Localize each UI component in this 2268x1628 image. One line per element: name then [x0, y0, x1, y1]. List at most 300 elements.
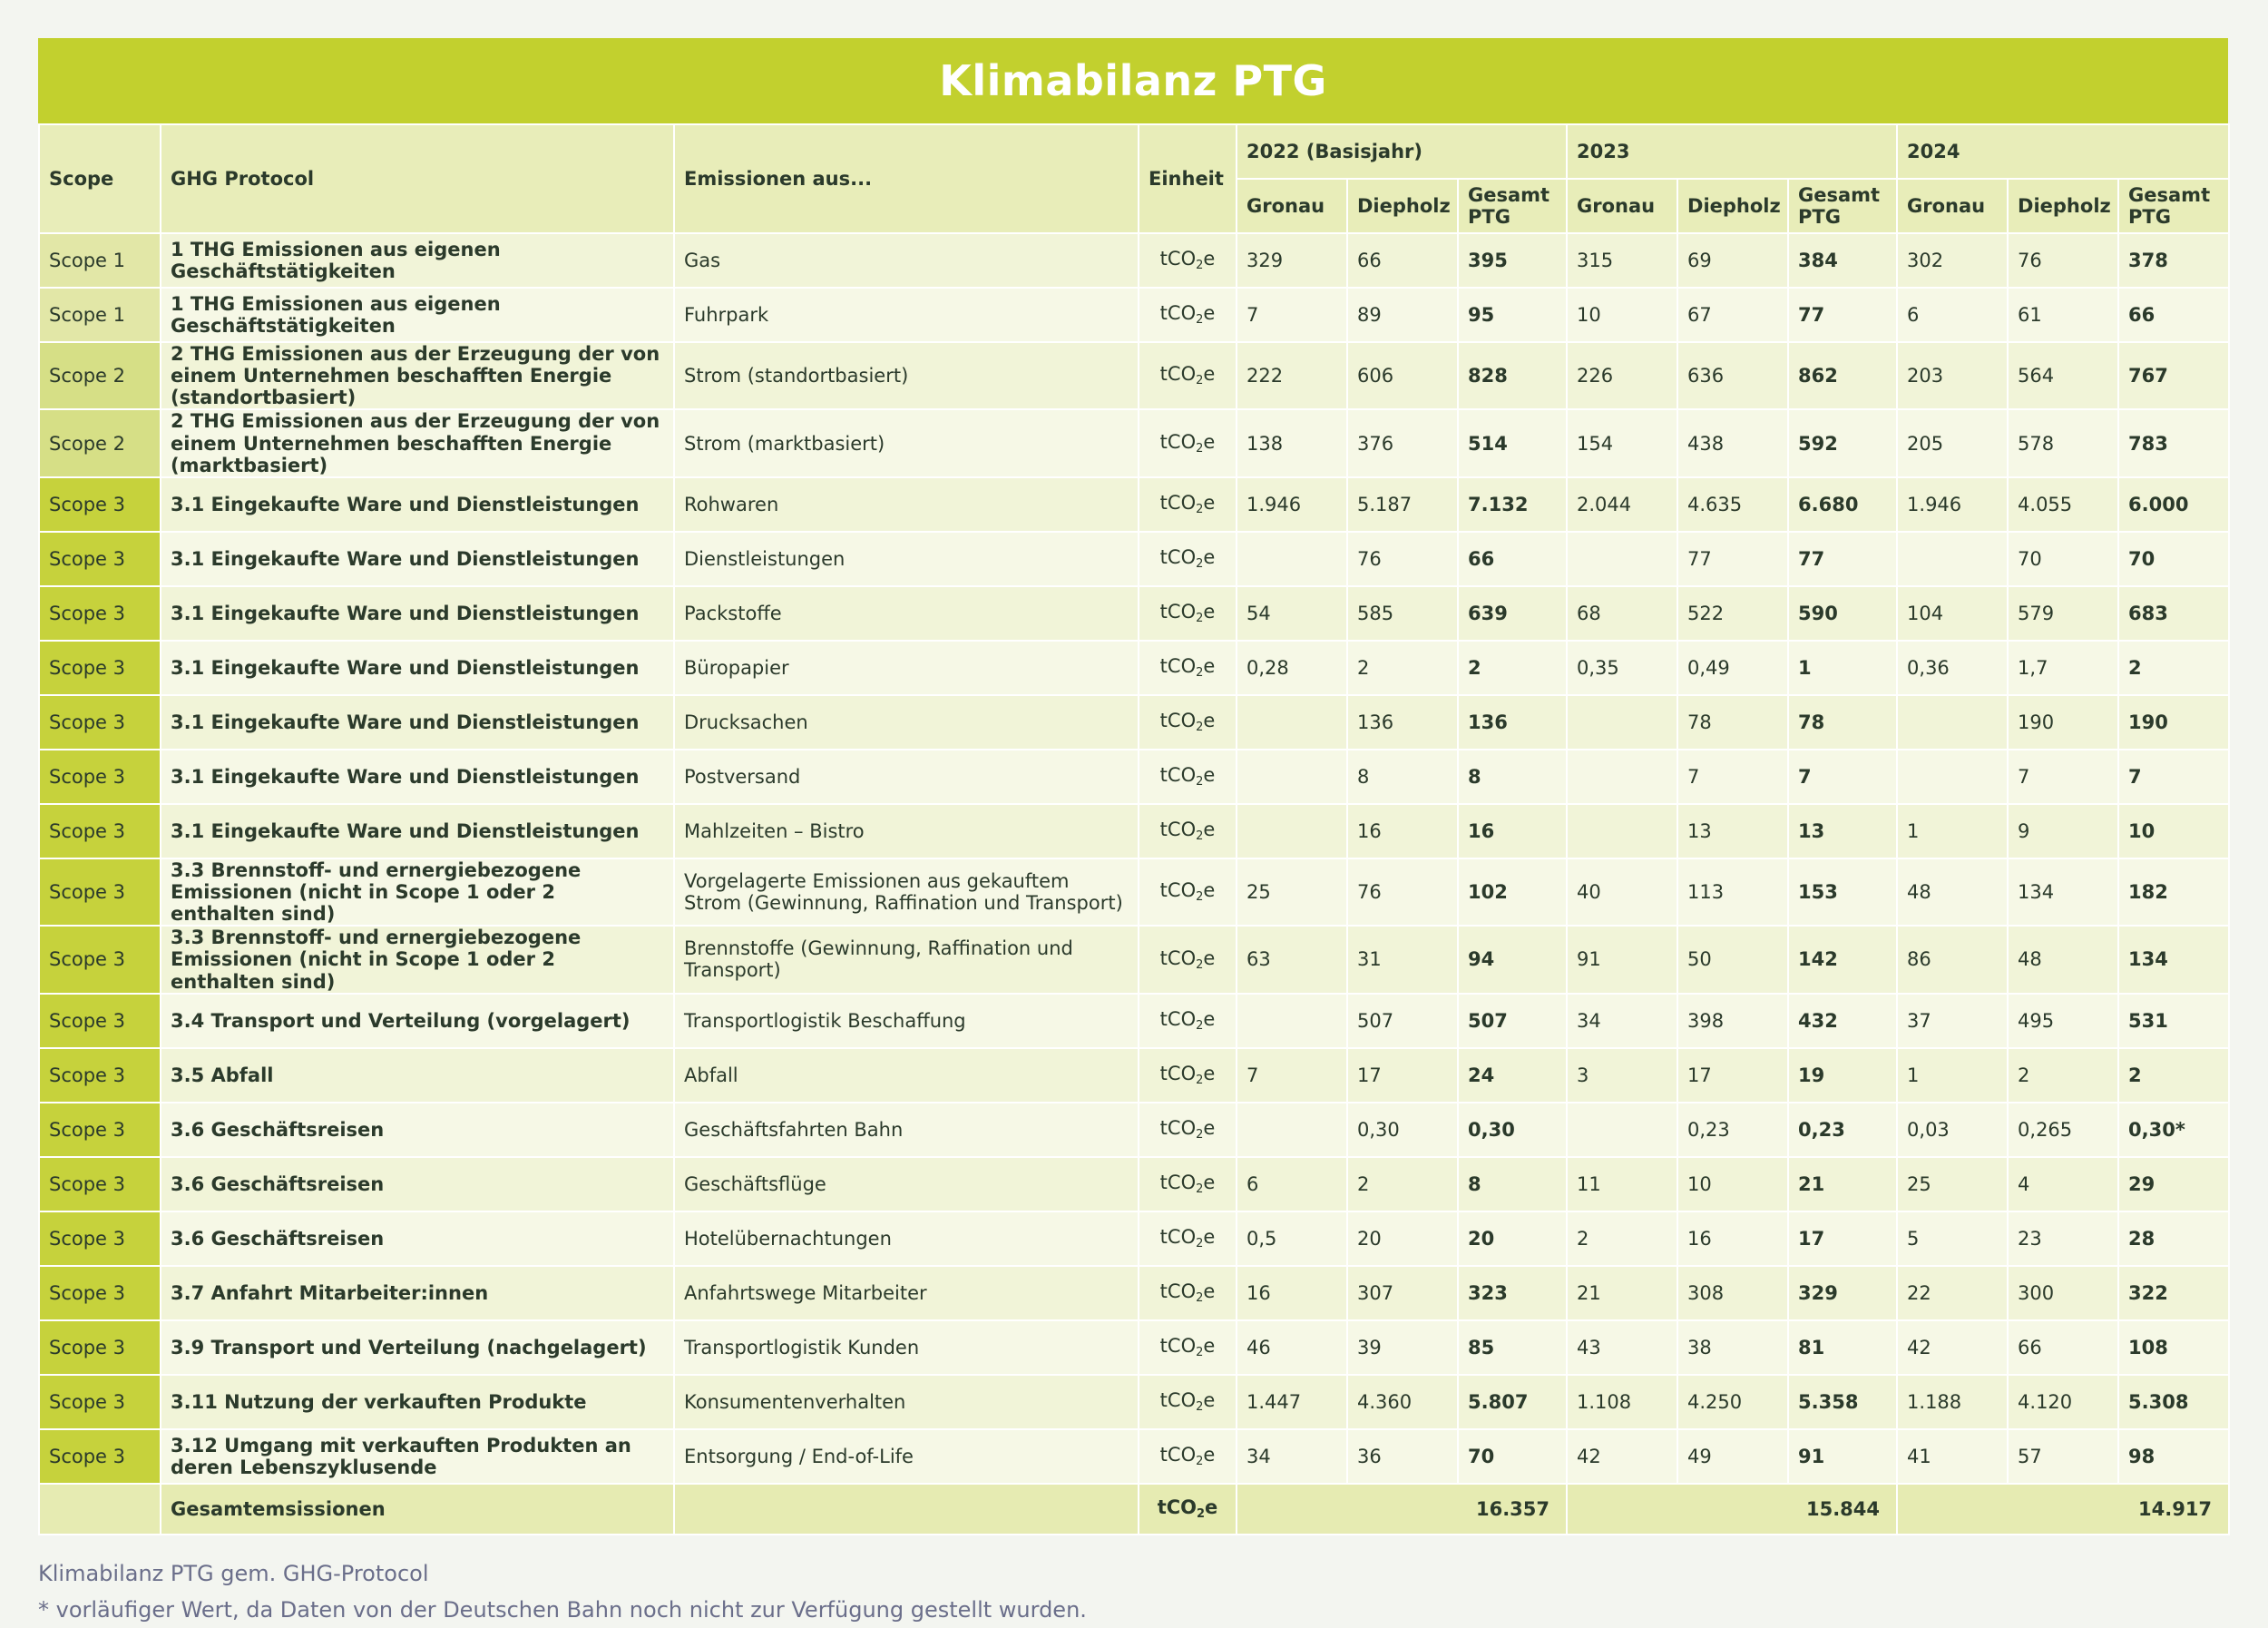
unit-cell: tCO$_2$e	[1139, 804, 1237, 858]
scope-cell: Scope 3	[39, 750, 161, 804]
unit-cell: tCO$_2$e	[1139, 1211, 1237, 1266]
value-cell-diepholz: 0,23	[1677, 1103, 1788, 1157]
ghg-category-cell: 3.1 Eingekaufte Ware und Dienstleistungen	[161, 804, 674, 858]
scope-cell: Scope 3	[39, 477, 161, 532]
ghg-category-cell: 3.9 Transport und Verteilung (nachgelagert)	[161, 1320, 674, 1375]
value-cell-diepholz: 66	[2008, 1320, 2118, 1375]
value-cell-gesamt: 91	[1788, 1429, 1897, 1484]
value-cell-gesamt: 0,30*	[2118, 1103, 2229, 1157]
value-cell-diepholz: 308	[1677, 1266, 1788, 1320]
value-cell-gesamt: 70	[2118, 532, 2229, 586]
value-cell-gronau	[1567, 695, 1677, 750]
value-cell-gesamt: 190	[2118, 695, 2229, 750]
col-header-gesamt: Gesamt PTG	[1458, 179, 1567, 233]
value-cell-gronau: 5	[1897, 1211, 2008, 1266]
unit-cell: tCO$_2$e	[1139, 695, 1237, 750]
value-cell-gesamt: 6.000	[2118, 477, 2229, 532]
value-cell-gesamt: 639	[1458, 586, 1567, 641]
value-cell-gronau: 203	[1897, 342, 2008, 409]
value-cell-gronau: 0,35	[1567, 641, 1677, 695]
value-cell-diepholz: 2	[1347, 1157, 1458, 1211]
value-cell-gronau: 16	[1237, 1266, 1347, 1320]
value-cell-gronau: 37	[1897, 994, 2008, 1048]
ghg-category-cell: 2 THG Emissionen aus der Erzeugung der von einem Unternehmen beschafften Energie (standortbasiert)	[161, 342, 674, 409]
value-cell-diepholz: 13	[1677, 804, 1788, 858]
table-row	[39, 342, 2229, 409]
table-row	[39, 926, 2229, 993]
value-cell-gesamt: 8	[1458, 1157, 1567, 1211]
value-cell-diepholz: 57	[2008, 1429, 2118, 1484]
value-cell-gesamt: 395	[1458, 233, 1567, 288]
value-cell-diepholz: 17	[1677, 1048, 1788, 1103]
value-cell-gronau: 22	[1897, 1266, 2008, 1320]
value-cell-diepholz: 76	[1347, 858, 1458, 926]
value-cell-diepholz: 564	[2008, 342, 2118, 409]
value-cell-gronau: 0,36	[1897, 641, 2008, 695]
value-cell-diepholz: 4.635	[1677, 477, 1788, 532]
value-cell-gronau	[1237, 994, 1347, 1048]
value-cell-gesamt: 142	[1788, 926, 1897, 993]
total-scope-cell	[39, 1484, 161, 1535]
value-cell-gesamt: 16	[1458, 804, 1567, 858]
value-cell-gesamt: 29	[2118, 1157, 2229, 1211]
ghg-category-cell: 1 THG Emissionen aus eigenen Geschäftstätigkeiten	[161, 288, 674, 342]
value-cell-gronau: 6	[1897, 288, 2008, 342]
value-cell-gesamt: 592	[1788, 409, 1897, 476]
value-cell-gesamt: 134	[2118, 926, 2229, 993]
value-cell-gesamt: 108	[2118, 1320, 2229, 1375]
value-cell-gesamt: 862	[1788, 342, 1897, 409]
table-row	[39, 695, 2229, 750]
value-cell-gesamt: 182	[2118, 858, 2229, 926]
scope-cell: Scope 3	[39, 1103, 161, 1157]
total-emissionen-cell	[674, 1484, 1139, 1535]
value-cell-gronau	[1567, 1103, 1677, 1157]
value-cell-gronau: 1	[1897, 804, 2008, 858]
table-row	[39, 233, 2229, 288]
value-cell-gesamt: 19	[1788, 1048, 1897, 1103]
value-cell-gronau: 11	[1567, 1157, 1677, 1211]
total-label: Gesamtemsissionen	[161, 1484, 674, 1535]
value-cell-gronau: 0,03	[1897, 1103, 2008, 1157]
value-cell-diepholz: 606	[1347, 342, 1458, 409]
emission-source-cell: Postversand	[674, 750, 1139, 804]
value-cell-diepholz: 20	[1347, 1211, 1458, 1266]
unit-cell: tCO$_2$e	[1139, 750, 1237, 804]
value-cell-gesamt: 6.680	[1788, 477, 1897, 532]
value-cell-diepholz: 38	[1677, 1320, 1788, 1375]
value-cell-diepholz: 522	[1677, 586, 1788, 641]
value-cell-diepholz: 77	[1677, 532, 1788, 586]
emission-source-cell: Gas	[674, 233, 1139, 288]
value-cell-gesamt: 7.132	[1458, 477, 1567, 532]
total-2023: 15.844	[1567, 1484, 1897, 1535]
climate-report	[38, 38, 2228, 1628]
total-2024: 14.917	[1897, 1484, 2229, 1535]
col-header-diepholz: Diepholz	[1677, 179, 1788, 233]
table-row	[39, 586, 2229, 641]
value-cell-gronau	[1567, 804, 1677, 858]
value-cell-gronau: 226	[1567, 342, 1677, 409]
value-cell-gesamt: 378	[2118, 233, 2229, 288]
value-cell-diepholz: 89	[1347, 288, 1458, 342]
ghg-category-cell: 2 THG Emissionen aus der Erzeugung der von einem Unternehmen beschafften Energie (marktbasiert)	[161, 409, 674, 476]
emission-source-cell: Konsumentenverhalten	[674, 1375, 1139, 1429]
col-header-year-2023: 2023	[1567, 124, 1897, 179]
value-cell-gesamt: 0,30	[1458, 1103, 1567, 1157]
emission-source-cell: Abfall	[674, 1048, 1139, 1103]
value-cell-gronau: 42	[1897, 1320, 2008, 1375]
emission-source-cell: Strom (marktbasiert)	[674, 409, 1139, 476]
unit-cell: tCO$_2$e	[1139, 1266, 1237, 1320]
table-row	[39, 750, 2229, 804]
unit-cell: tCO$_2$e	[1139, 641, 1237, 695]
emission-source-cell: Anfahrtswege Mitarbeiter	[674, 1266, 1139, 1320]
ghg-category-cell: 3.5 Abfall	[161, 1048, 674, 1103]
value-cell-gesamt: 20	[1458, 1211, 1567, 1266]
value-cell-gronau: 34	[1567, 994, 1677, 1048]
unit-cell: tCO$_2$e	[1139, 409, 1237, 476]
unit-cell: tCO$_2$e	[1139, 586, 1237, 641]
value-cell-diepholz: 398	[1677, 994, 1788, 1048]
value-cell-diepholz: 36	[1347, 1429, 1458, 1484]
value-cell-gronau: 1.946	[1897, 477, 2008, 532]
col-header-gronau: Gronau	[1237, 179, 1347, 233]
scope-cell: Scope 1	[39, 288, 161, 342]
scope-cell: Scope 3	[39, 1429, 161, 1484]
value-cell-diepholz: 0,265	[2008, 1103, 2118, 1157]
value-cell-diepholz: 113	[1677, 858, 1788, 926]
value-cell-gronau: 7	[1237, 1048, 1347, 1103]
scope-cell: Scope 3	[39, 641, 161, 695]
footnote-source: Klimabilanz PTG gem. GHG-Protocol	[38, 1560, 429, 1586]
value-cell-gronau	[1237, 532, 1347, 586]
value-cell-gesamt: 507	[1458, 994, 1567, 1048]
value-cell-gesamt: 153	[1788, 858, 1897, 926]
value-cell-gesamt: 102	[1458, 858, 1567, 926]
value-cell-gronau: 7	[1237, 288, 1347, 342]
table-row	[39, 1103, 2229, 1157]
value-cell-gronau: 91	[1567, 926, 1677, 993]
value-cell-diepholz: 70	[2008, 532, 2118, 586]
col-header-gesamt: Gesamt PTG	[2118, 179, 2229, 233]
scope-cell: Scope 1	[39, 233, 161, 288]
value-cell-gesamt: 514	[1458, 409, 1567, 476]
value-cell-diepholz: 67	[1677, 288, 1788, 342]
value-cell-gesamt: 81	[1788, 1320, 1897, 1375]
emissions-table	[38, 123, 2230, 1535]
value-cell-gesamt: 2	[2118, 1048, 2229, 1103]
value-cell-gesamt: 5.807	[1458, 1375, 1567, 1429]
value-cell-diepholz: 48	[2008, 926, 2118, 993]
value-cell-diepholz: 585	[1347, 586, 1458, 641]
value-cell-gronau: 25	[1237, 858, 1347, 926]
table-row	[39, 1375, 2229, 1429]
value-cell-gesamt: 828	[1458, 342, 1567, 409]
value-cell-diepholz: 495	[2008, 994, 2118, 1048]
value-cell-gesamt: 94	[1458, 926, 1567, 993]
value-cell-gronau: 1	[1897, 1048, 2008, 1103]
table-row	[39, 288, 2229, 342]
unit-cell: tCO$_2$e	[1139, 1320, 1237, 1375]
value-cell-gesamt: 683	[2118, 586, 2229, 641]
value-cell-gronau: 42	[1567, 1429, 1677, 1484]
value-cell-diepholz: 4.055	[2008, 477, 2118, 532]
emission-source-cell: Geschäftsflüge	[674, 1157, 1139, 1211]
table-title: Klimabilanz PTG	[38, 38, 2228, 123]
value-cell-diepholz: 69	[1677, 233, 1788, 288]
ghg-category-cell: 3.1 Eingekaufte Ware und Dienstleistungen	[161, 532, 674, 586]
unit-cell: tCO$_2$e	[1139, 926, 1237, 993]
value-cell-diepholz: 16	[1347, 804, 1458, 858]
ghg-category-cell: 3.1 Eingekaufte Ware und Dienstleistungen	[161, 750, 674, 804]
ghg-category-cell: 3.7 Anfahrt Mitarbeiter:innen	[161, 1266, 674, 1320]
value-cell-gronau	[1897, 695, 2008, 750]
table-row	[39, 804, 2229, 858]
emission-source-cell: Entsorgung / End-of-Life	[674, 1429, 1139, 1484]
value-cell-gronau	[1567, 750, 1677, 804]
scope-cell: Scope 3	[39, 1375, 161, 1429]
col-header-gesamt: Gesamt PTG	[1788, 179, 1897, 233]
value-cell-diepholz: 2	[1347, 641, 1458, 695]
value-cell-gesamt: 66	[2118, 288, 2229, 342]
value-cell-gronau: 2.044	[1567, 477, 1677, 532]
ghg-category-cell: 3.4 Transport und Verteilung (vorgelagert)	[161, 994, 674, 1048]
value-cell-gronau: 43	[1567, 1320, 1677, 1375]
table-row	[39, 858, 2229, 926]
value-cell-diepholz: 307	[1347, 1266, 1458, 1320]
value-cell-gesamt: 98	[2118, 1429, 2229, 1484]
value-cell-gesamt: 5.358	[1788, 1375, 1897, 1429]
value-cell-gronau	[1237, 750, 1347, 804]
value-cell-gronau: 3	[1567, 1048, 1677, 1103]
scope-cell: Scope 3	[39, 926, 161, 993]
value-cell-diepholz: 76	[2008, 233, 2118, 288]
ghg-category-cell: 3.12 Umgang mit verkauften Produkten an deren Lebenszyklusende	[161, 1429, 674, 1484]
value-cell-gesamt: 24	[1458, 1048, 1567, 1103]
value-cell-diepholz: 376	[1347, 409, 1458, 476]
value-cell-gronau: 138	[1237, 409, 1347, 476]
value-cell-gesamt: 2	[2118, 641, 2229, 695]
emission-source-cell: Drucksachen	[674, 695, 1139, 750]
value-cell-gesamt: 590	[1788, 586, 1897, 641]
value-cell-gronau: 63	[1237, 926, 1347, 993]
ghg-category-cell: 3.3 Brennstoff- und ernergiebezogene Emissionen (nicht in Scope 1 oder 2 enthalten sind)	[161, 858, 674, 926]
table-row	[39, 532, 2229, 586]
emission-source-cell: Transportlogistik Kunden	[674, 1320, 1139, 1375]
value-cell-gronau: 154	[1567, 409, 1677, 476]
value-cell-diepholz: 7	[2008, 750, 2118, 804]
value-cell-gesamt: 323	[1458, 1266, 1567, 1320]
value-cell-diepholz: 0,49	[1677, 641, 1788, 695]
emission-source-cell: Vorgelagerte Emissionen aus gekauftem Strom (Gewinnung, Raffination und Transport)	[674, 858, 1139, 926]
table-row	[39, 1211, 2229, 1266]
value-cell-diepholz: 1,7	[2008, 641, 2118, 695]
value-cell-gesamt: 8	[1458, 750, 1567, 804]
value-cell-diepholz: 190	[2008, 695, 2118, 750]
value-cell-diepholz: 2	[2008, 1048, 2118, 1103]
value-cell-diepholz: 4.120	[2008, 1375, 2118, 1429]
unit-cell: tCO$_2$e	[1139, 477, 1237, 532]
unit-cell: tCO$_2$e	[1139, 994, 1237, 1048]
table-row	[39, 641, 2229, 695]
col-header-einheit: Einheit	[1139, 124, 1237, 233]
value-cell-gronau: 1.108	[1567, 1375, 1677, 1429]
value-cell-gronau: 2	[1567, 1211, 1677, 1266]
value-cell-gronau	[1237, 695, 1347, 750]
value-cell-gronau: 40	[1567, 858, 1677, 926]
value-cell-gronau: 6	[1237, 1157, 1347, 1211]
total-unit: tCO$_2$e	[1139, 1484, 1237, 1535]
value-cell-gesamt: 432	[1788, 994, 1897, 1048]
value-cell-gronau: 25	[1897, 1157, 2008, 1211]
value-cell-diepholz: 438	[1677, 409, 1788, 476]
ghg-category-cell: 3.6 Geschäftsreisen	[161, 1157, 674, 1211]
value-cell-gronau: 104	[1897, 586, 2008, 641]
value-cell-gesamt: 0,23	[1788, 1103, 1897, 1157]
value-cell-gesamt: 21	[1788, 1157, 1897, 1211]
table-row	[39, 994, 2229, 1048]
value-cell-diepholz: 31	[1347, 926, 1458, 993]
emission-source-cell: Strom (standortbasiert)	[674, 342, 1139, 409]
scope-cell: Scope 3	[39, 532, 161, 586]
value-cell-gesamt: 78	[1788, 695, 1897, 750]
ghg-category-cell: 3.11 Nutzung der verkauften Produkte	[161, 1375, 674, 1429]
value-cell-gesamt: 70	[1458, 1429, 1567, 1484]
col-header-gronau: Gronau	[1897, 179, 2008, 233]
value-cell-gesamt: 13	[1788, 804, 1897, 858]
scope-cell: Scope 3	[39, 858, 161, 926]
col-header-emissionen: Emissionen aus...	[674, 124, 1139, 233]
ghg-category-cell: 3.1 Eingekaufte Ware und Dienstleistungen	[161, 695, 674, 750]
value-cell-gronau: 315	[1567, 233, 1677, 288]
value-cell-gronau: 0,28	[1237, 641, 1347, 695]
value-cell-diepholz: 636	[1677, 342, 1788, 409]
col-header-gronau: Gronau	[1567, 179, 1677, 233]
value-cell-diepholz: 39	[1347, 1320, 1458, 1375]
value-cell-gronau: 21	[1567, 1266, 1677, 1320]
value-cell-diepholz: 578	[2008, 409, 2118, 476]
col-header-scope: Scope	[39, 124, 161, 233]
emission-source-cell: Hotelübernachtungen	[674, 1211, 1139, 1266]
value-cell-diepholz: 76	[1347, 532, 1458, 586]
value-cell-gronau: 222	[1237, 342, 1347, 409]
value-cell-gesamt: 767	[2118, 342, 2229, 409]
value-cell-gesamt: 7	[2118, 750, 2229, 804]
scope-cell: Scope 3	[39, 804, 161, 858]
value-cell-gronau: 205	[1897, 409, 2008, 476]
emission-source-cell: Büropapier	[674, 641, 1139, 695]
value-cell-diepholz: 300	[2008, 1266, 2118, 1320]
value-cell-gesamt: 5.308	[2118, 1375, 2229, 1429]
value-cell-diepholz: 49	[1677, 1429, 1788, 1484]
value-cell-gesamt: 95	[1458, 288, 1567, 342]
value-cell-gesamt: 77	[1788, 288, 1897, 342]
ghg-category-cell: 3.1 Eingekaufte Ware und Dienstleistungen	[161, 641, 674, 695]
col-header-ghg: GHG Protocol	[161, 124, 674, 233]
scope-cell: Scope 2	[39, 342, 161, 409]
footnotes	[38, 1555, 2228, 1628]
value-cell-gronau	[1237, 1103, 1347, 1157]
ghg-category-cell: 3.1 Eingekaufte Ware und Dienstleistungen	[161, 586, 674, 641]
value-cell-diepholz: 50	[1677, 926, 1788, 993]
value-cell-diepholz: 136	[1347, 695, 1458, 750]
ghg-category-cell: 3.1 Eingekaufte Ware und Dienstleistungen	[161, 477, 674, 532]
ghg-category-cell: 3.6 Geschäftsreisen	[161, 1103, 674, 1157]
value-cell-gesamt: 136	[1458, 695, 1567, 750]
value-cell-diepholz: 16	[1677, 1211, 1788, 1266]
scope-cell: Scope 3	[39, 1048, 161, 1103]
value-cell-gronau	[1897, 750, 2008, 804]
value-cell-gronau: 10	[1567, 288, 1677, 342]
table-row	[39, 1429, 2229, 1484]
value-cell-gesamt: 66	[1458, 532, 1567, 586]
value-cell-diepholz: 78	[1677, 695, 1788, 750]
scope-cell: Scope 3	[39, 1320, 161, 1375]
unit-cell: tCO$_2$e	[1139, 1375, 1237, 1429]
value-cell-diepholz: 10	[1677, 1157, 1788, 1211]
emission-source-cell: Packstoffe	[674, 586, 1139, 641]
value-cell-diepholz: 17	[1347, 1048, 1458, 1103]
unit-cell: tCO$_2$e	[1139, 1429, 1237, 1484]
value-cell-diepholz: 7	[1677, 750, 1788, 804]
value-cell-diepholz: 4.360	[1347, 1375, 1458, 1429]
scope-cell: Scope 3	[39, 1211, 161, 1266]
emission-source-cell: Geschäftsfahrten Bahn	[674, 1103, 1139, 1157]
value-cell-gronau: 1.946	[1237, 477, 1347, 532]
table-row	[39, 409, 2229, 476]
value-cell-gesamt: 28	[2118, 1211, 2229, 1266]
table-row	[39, 1266, 2229, 1320]
value-cell-gesamt: 322	[2118, 1266, 2229, 1320]
emission-source-cell: Brennstoffe (Gewinnung, Raffination und Transport)	[674, 926, 1139, 993]
value-cell-gesamt: 1	[1788, 641, 1897, 695]
value-cell-diepholz: 4.250	[1677, 1375, 1788, 1429]
unit-cell: tCO$_2$e	[1139, 532, 1237, 586]
value-cell-diepholz: 134	[2008, 858, 2118, 926]
value-cell-gesamt: 17	[1788, 1211, 1897, 1266]
unit-cell: tCO$_2$e	[1139, 858, 1237, 926]
value-cell-gesamt: 384	[1788, 233, 1897, 288]
value-cell-gronau	[1897, 532, 2008, 586]
table-row	[39, 1320, 2229, 1375]
scope-cell: Scope 2	[39, 409, 161, 476]
value-cell-diepholz: 9	[2008, 804, 2118, 858]
table-row	[39, 1157, 2229, 1211]
value-cell-gronau	[1237, 804, 1347, 858]
value-cell-diepholz: 61	[2008, 288, 2118, 342]
value-cell-gronau: 0,5	[1237, 1211, 1347, 1266]
value-cell-gesamt: 77	[1788, 532, 1897, 586]
value-cell-gesamt: 329	[1788, 1266, 1897, 1320]
ghg-category-cell: 3.6 Geschäftsreisen	[161, 1211, 674, 1266]
table-row	[39, 1048, 2229, 1103]
value-cell-gronau: 34	[1237, 1429, 1347, 1484]
value-cell-gronau	[1567, 532, 1677, 586]
value-cell-gronau: 1.447	[1237, 1375, 1347, 1429]
value-cell-gronau: 302	[1897, 233, 2008, 288]
unit-cell: tCO$_2$e	[1139, 233, 1237, 288]
value-cell-diepholz: 507	[1347, 994, 1458, 1048]
value-cell-diepholz: 8	[1347, 750, 1458, 804]
ghg-category-cell: 3.3 Brennstoff- und ernergiebezogene Emissionen (nicht in Scope 1 oder 2 enthalten sind)	[161, 926, 674, 993]
table-row	[39, 477, 2229, 532]
col-header-diepholz: Diepholz	[1347, 179, 1458, 233]
value-cell-gesamt: 2	[1458, 641, 1567, 695]
value-cell-gesamt: 85	[1458, 1320, 1567, 1375]
unit-cell: tCO$_2$e	[1139, 288, 1237, 342]
unit-cell: tCO$_2$e	[1139, 1157, 1237, 1211]
